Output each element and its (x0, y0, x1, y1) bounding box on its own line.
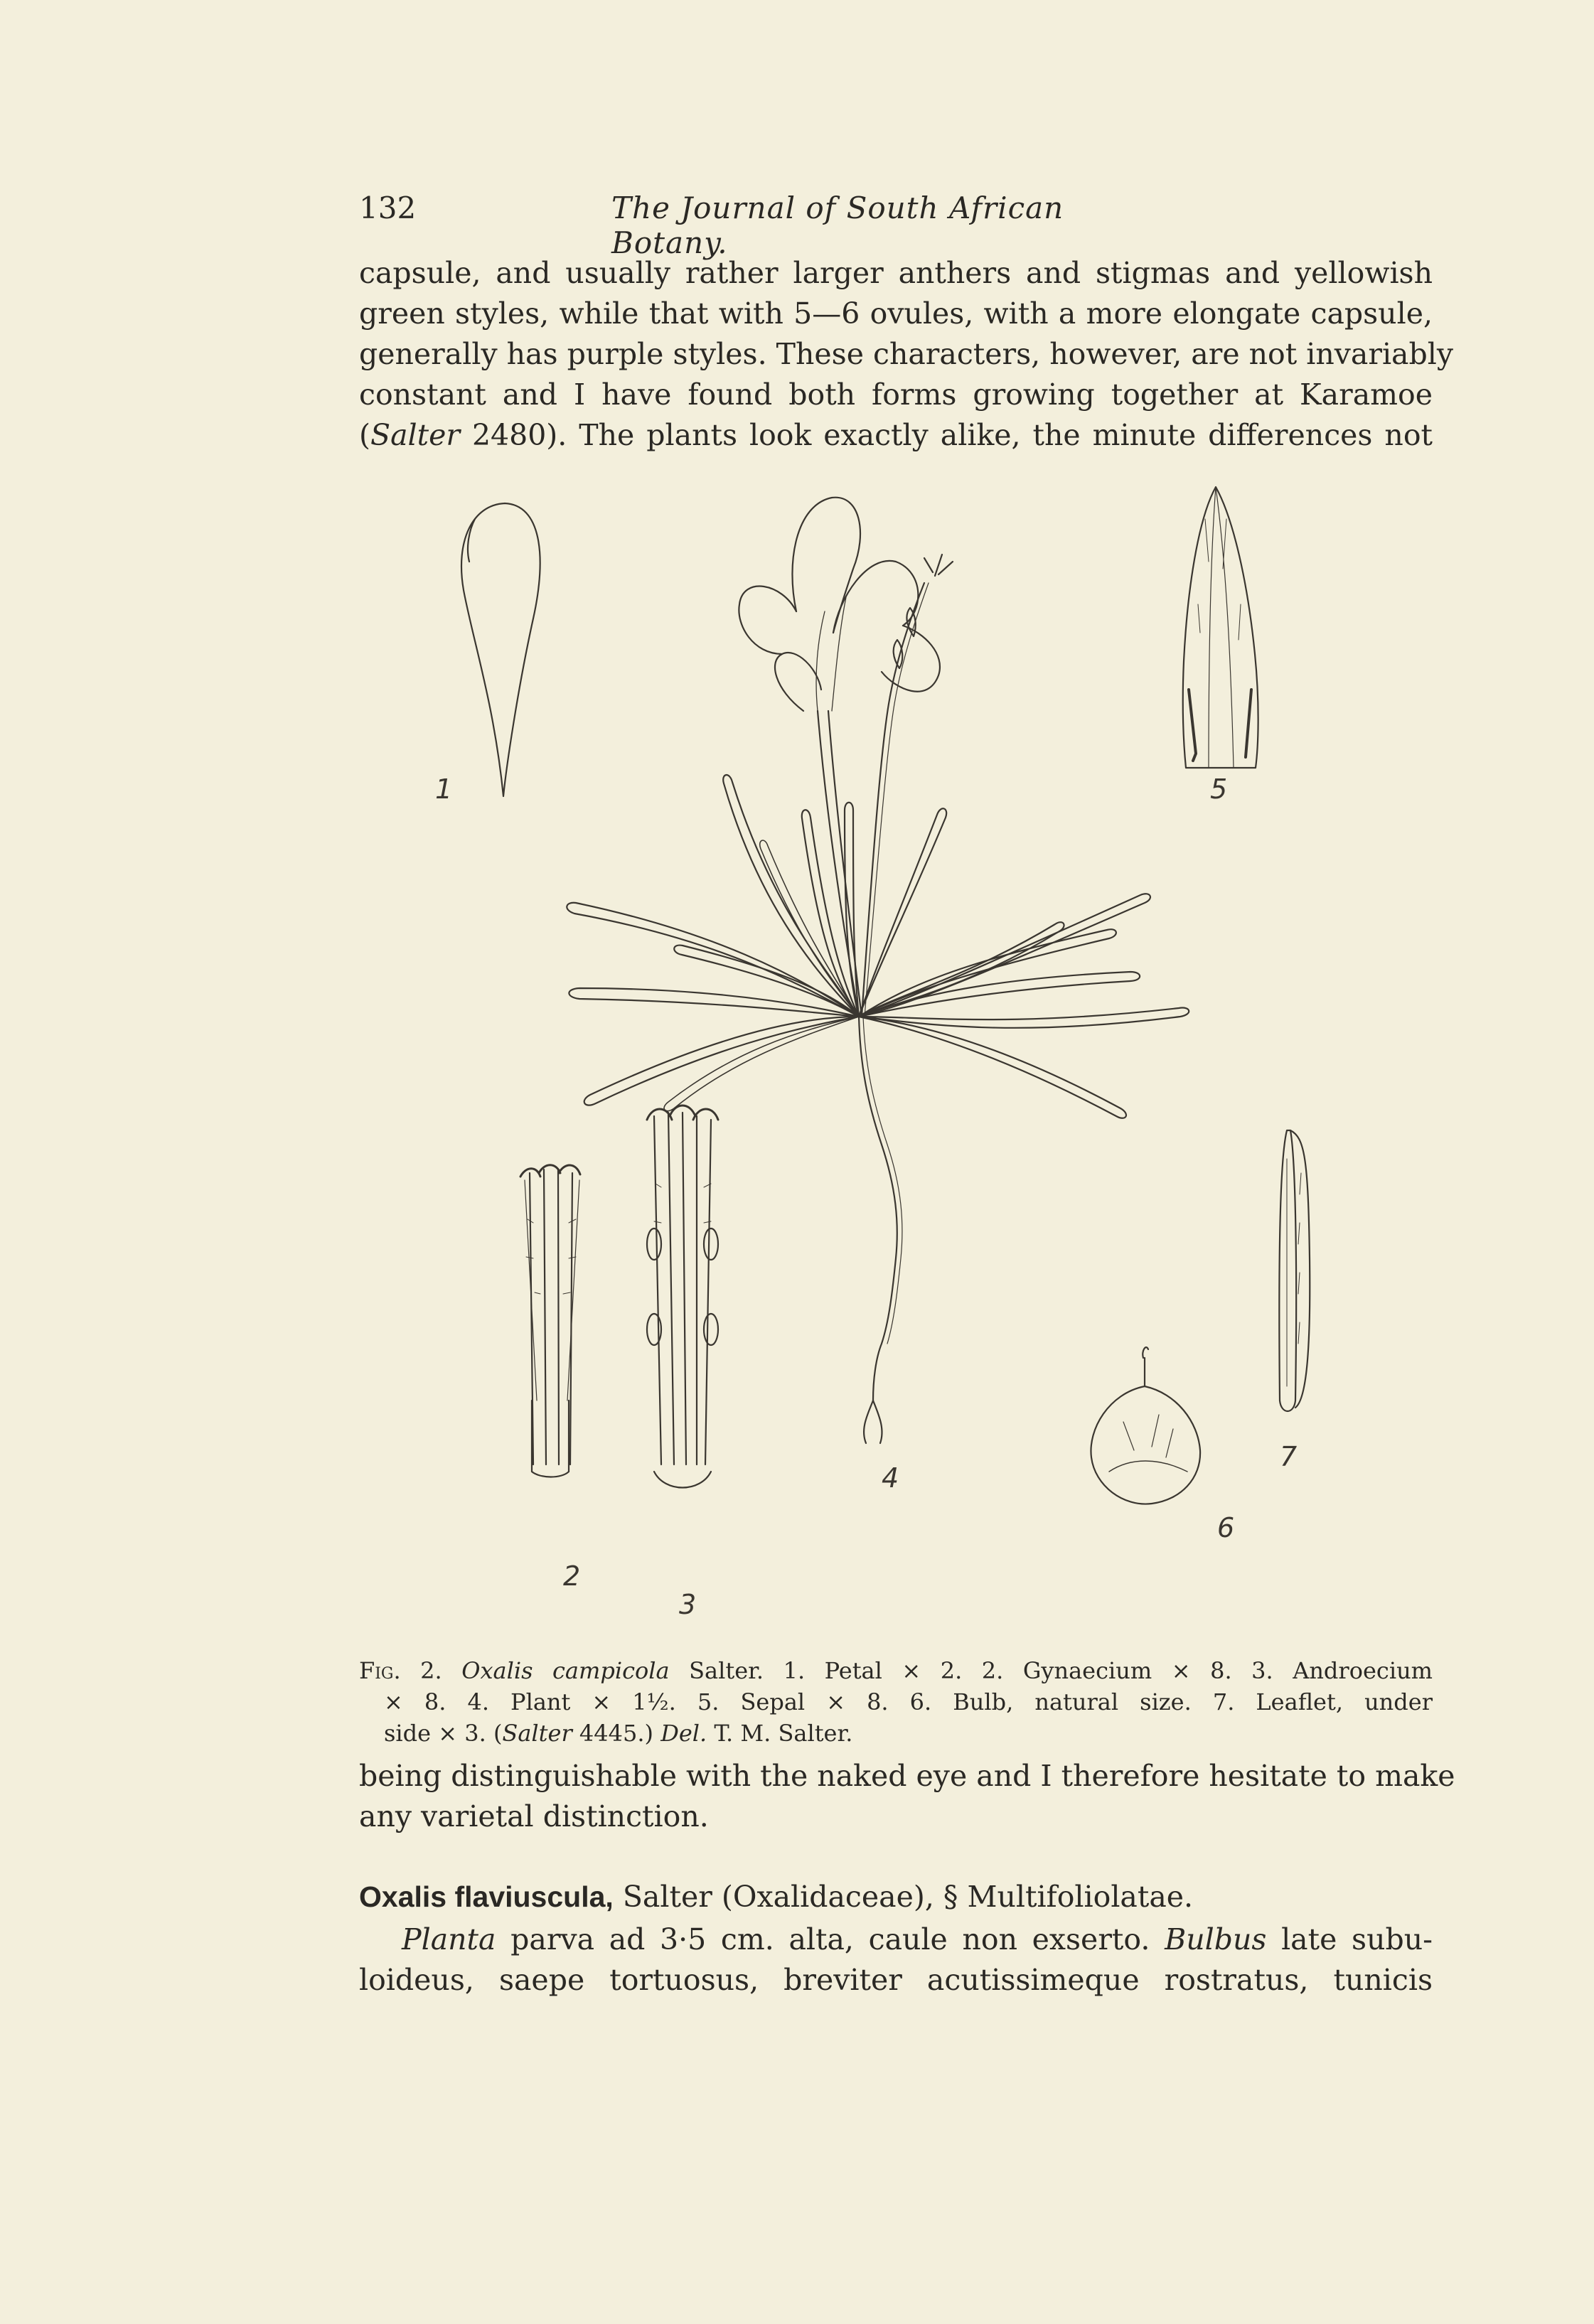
text-line: loideus, saepe tortuosus, breviter acutissimeque rostratus, tunicis (359, 1963, 1433, 1997)
collector-name: Salter (502, 1720, 572, 1747)
bulb-drawing (1091, 1347, 1200, 1504)
text-fragment: 2480). The plants look exactly alike, the minute differences not (459, 418, 1433, 452)
petal-drawing (461, 503, 540, 796)
caption-line (359, 1718, 1433, 1749)
delineator-abbrev: Del. (660, 1720, 707, 1747)
figure-label-3: 3 (679, 1589, 697, 1620)
text-line: being distinguishable with the naked eye and I therefore hesitate to make (359, 1759, 1455, 1793)
androecium-drawing (647, 1105, 718, 1488)
figure-label-1: 1 (435, 773, 453, 805)
text-line: capsule, and usually rather larger anthers and stigmas and yellowish (359, 256, 1433, 290)
text-line: generally has purple styles. These characters, however, are not invariably (359, 337, 1454, 371)
text-line (359, 1919, 1433, 1960)
species-heading (359, 1877, 1433, 1917)
caption-fragment: Salter. 1. Petal × 2. 2. Gynaecium × 8. 3. Androecium (669, 1657, 1433, 1684)
sepal-drawing (1183, 487, 1258, 768)
journal-title: The Journal of South African Botany. (611, 191, 1064, 260)
caption-fragment: T. M. Salter. (707, 1720, 853, 1747)
botanical-figure (398, 476, 1422, 1642)
figure-label-4: 4 (882, 1462, 899, 1494)
collector-name: Salter (370, 418, 460, 452)
figure-label-5: 5 (1210, 773, 1228, 805)
text-fragment: parva ad 3·5 cm. alta, caule non exserto. (496, 1922, 1165, 1956)
paragraph-1 (359, 253, 1454, 456)
running-header (359, 191, 1184, 260)
text-line: constant and I have found both forms growing together at Karamoe (359, 377, 1433, 412)
leaflet-drawing (1279, 1130, 1310, 1411)
text-line: green styles, while that with 5—6 ovules, with a more elongate capsule, (359, 296, 1433, 331)
open-paren: ( (359, 418, 370, 452)
text-line: any varietal distinction. (359, 1799, 709, 1833)
figure-id: Fig. 2. (359, 1657, 442, 1684)
species-authority: Salter (Oxalidaceae), § Multifoliolatae. (613, 1880, 1194, 1914)
caption-line (359, 1655, 1433, 1686)
figure-label-2: 2 (563, 1560, 581, 1592)
caption-fragment: side × 3. ( (384, 1720, 503, 1747)
paragraph-3 (359, 1919, 1433, 2001)
figure-drawing (398, 476, 1422, 1642)
gynaecium-drawing (520, 1165, 580, 1477)
latin-term: Planta (402, 1922, 496, 1956)
caption-line: × 8. 4. Plant × 1½. 5. Sepal × 8. 6. Bulb, natural size. 7. Leaflet, under (384, 1688, 1433, 1715)
figure-label-6: 6 (1217, 1512, 1235, 1543)
text-fragment: late subu- (1266, 1922, 1433, 1956)
species-name: Oxalis campicola (461, 1657, 670, 1684)
text-line (359, 415, 1433, 456)
figure-label-7: 7 (1280, 1441, 1298, 1472)
latin-term: Bulbus (1165, 1922, 1267, 1956)
page-number: 132 (359, 191, 417, 225)
plant-drawing (567, 498, 1189, 1443)
species-title: Oxalis flaviuscula, (359, 1880, 614, 1913)
caption-fragment: 4445.) (572, 1720, 661, 1747)
figure-caption (359, 1655, 1433, 1749)
paragraph-2 (359, 1756, 1455, 1837)
